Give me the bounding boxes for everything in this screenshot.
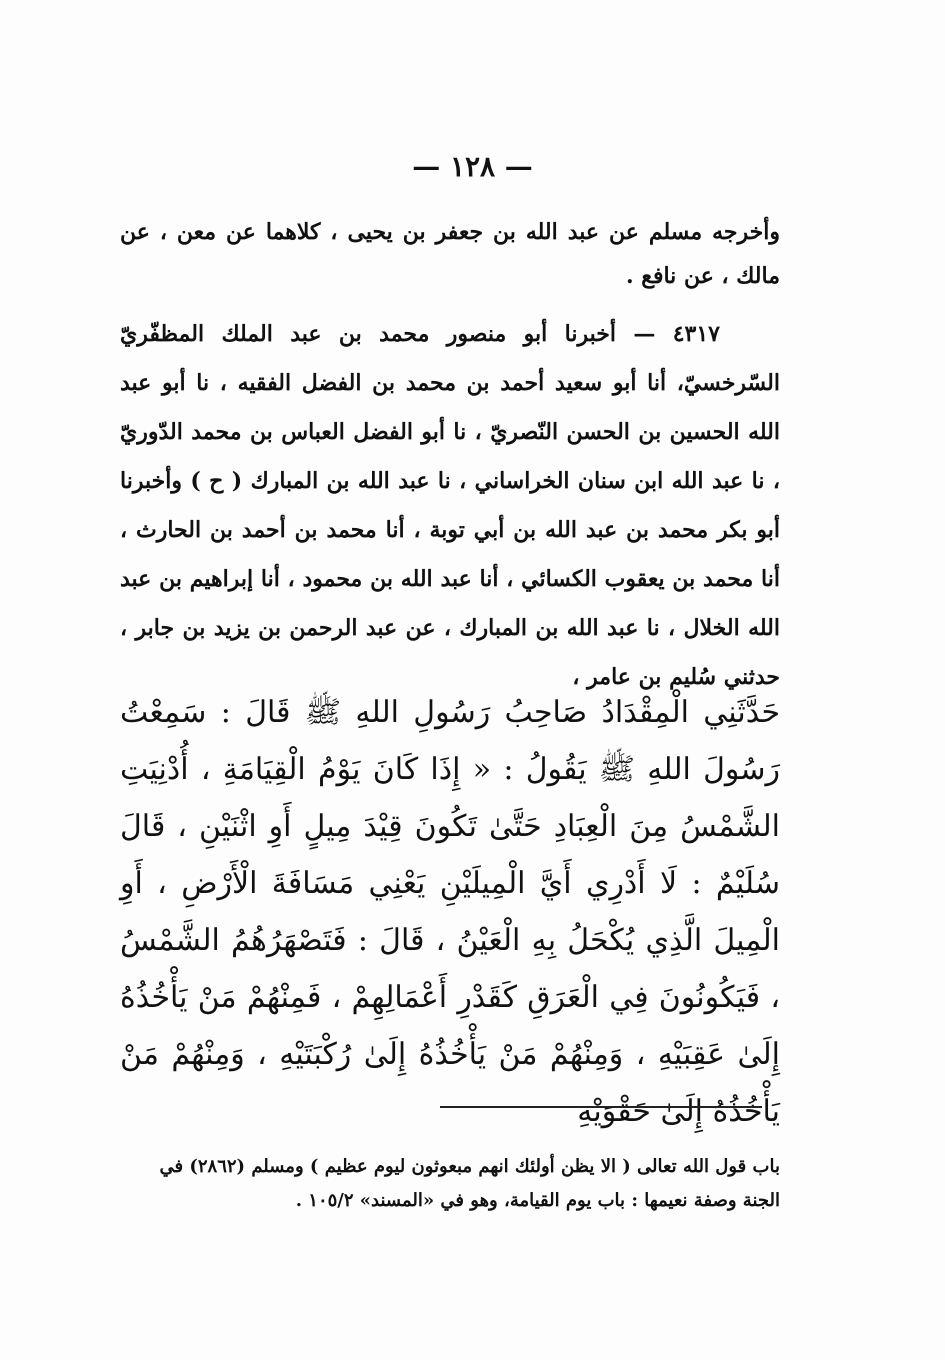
- footnote: [120, 1150, 780, 1218]
- footnote-divider: [440, 1106, 762, 1108]
- page-number: — ١٢٨ —: [412, 150, 533, 183]
- intro-paragraph: [120, 210, 780, 298]
- intro-text: وأخرجه مسلم عن عبد الله بن جعفر بن يحيى ، كلاهما عن معن ، عن مالك ، عن نافع .: [120, 219, 780, 289]
- matn-text: حَدَّثَنِي الْمِقْدَادُ صَاحِبُ رَسُولِ اللهِ ﷺ قَالَ : سَمِعْتُ رَسُولَ اللهِ ﷺ يَقُولُ : « إِذَا كَانَ يَوْمُ الْقِيَامَةِ ، أُدْنِيَتِ الشَّمْسُ مِنَ الْعِبَادِ حَتَّىٰ تَكُونَ قِيْدَ مِيلٍ أَوِ اثْنَيْنِ ، قَالَ سُلَيْمٌ : لَا أَدْرِي أَيَّ الْمِيلَيْنِ يَعْنِي مَسَافَةَ الْأَرْضِ ، أَوِ الْمِيلَ الَّذِي يُكْحَلُ بِهِ الْعَيْنُ ، قَالَ : فَتَصْهَرُهُمُ الشَّمْسُ ، فَيَكُونُونَ فِي الْعَرَقِ كَقَدْرِ أَعْمَالِهِمْ ، فَمِنْهُمْ مَنْ يَأْخُذُهُ إِلَىٰ عَقِبَيْهِ ، وَمِنْهُمْ مَنْ يَأْخُذُهُ إِلَىٰ رُكْبَتَيْهِ ، وَمِنْهُمْ مَنْ يَأْخُذُهُ إِلَىٰ حَقْوَيْهِ: [120, 695, 780, 1129]
- hadith-isnad: [120, 310, 780, 702]
- footnote-text: باب قول الله تعالى ( الا يظن أولئك انهم مبعوثون ليوم عظيم ) ومسلم (٢٨٦٢) في الجنة وصفة نعيمها : باب يوم القيامة، وهو في «المسند» ١٠٥/٢ .: [159, 1156, 780, 1211]
- isnad-text: ٤٣١٧ — أخبرنا أبو منصور محمد بن عبد الملك المظفّريّ السّرخسيّ، أنا أبو سعيد أحمد بن محمد بن الفضل الفقيه ، نا أبو عبد الله الحسين بن الحسن النّصريّ ، نا أبو الفضل العباس بن محمد الدّوريّ ، نا عبد الله ابن سنان الخراساني ، نا عبد الله بن المبارك ( ح ) وأخبرنا أبو بكر محمد بن عبد الله بن أبي توبة ، أنا محمد بن أحمد بن الحارث ، أنا محمد بن يعقوب الكسائي ، أنا عبد الله بن محمود ، أنا إبراهيم بن عبد الله الخلال ، نا عبد الله بن المبارك ، عن عبد الرحمن بن يزيد بن جابر ، حدثني سُليم بن عامر ،: [120, 321, 780, 690]
- hadith-matn: [120, 684, 780, 1140]
